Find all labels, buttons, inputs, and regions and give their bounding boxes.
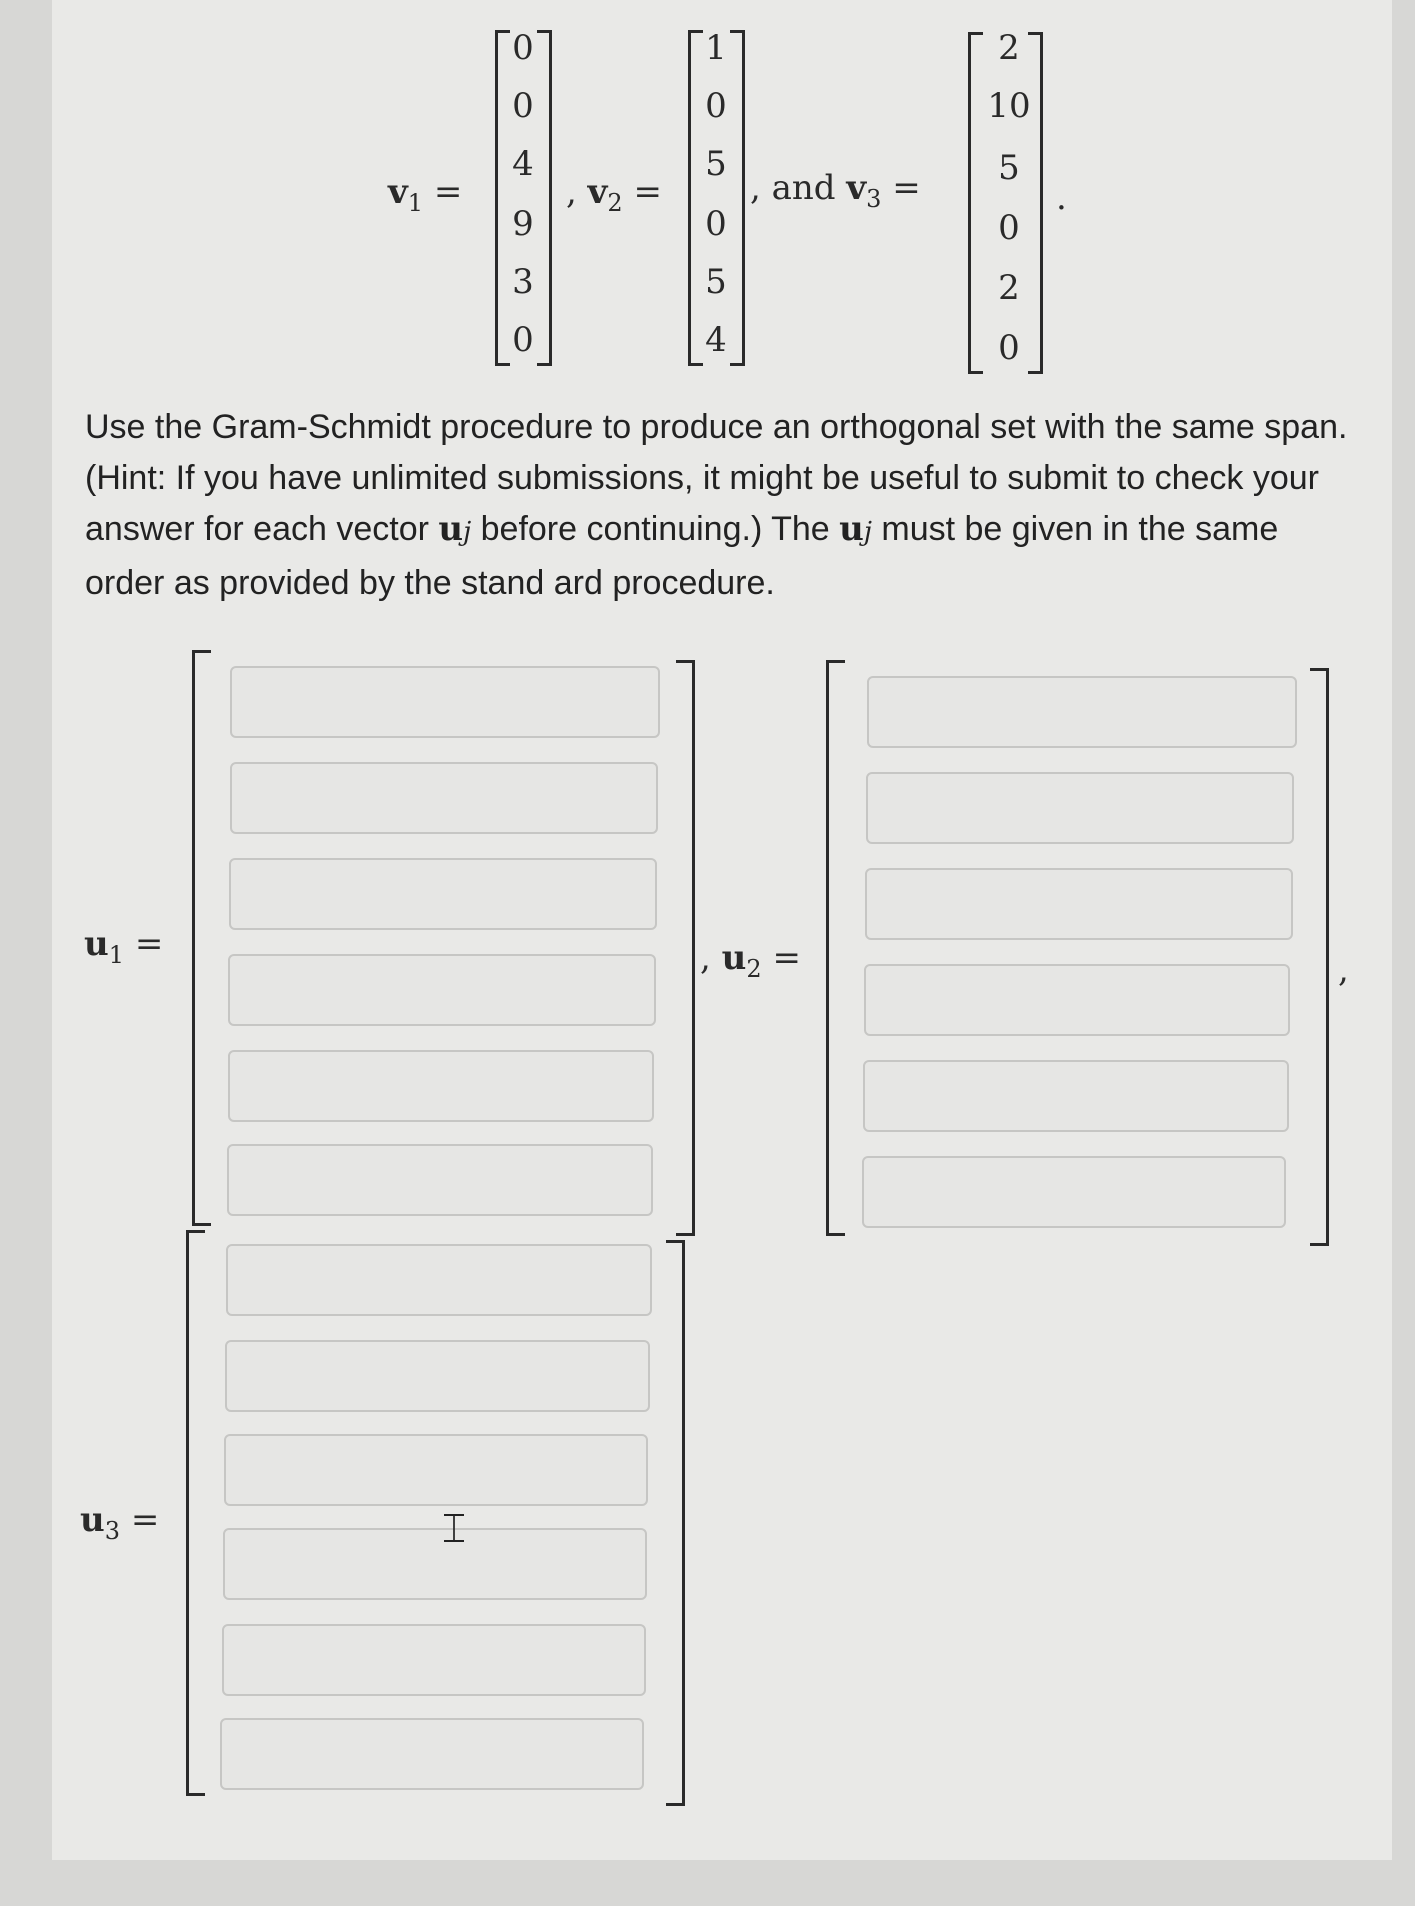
- u3-entry-1[interactable]: [226, 1244, 652, 1316]
- v3-left-bracket: [968, 32, 983, 374]
- v3-entry: 2: [998, 268, 1020, 308]
- v3-label: , and $v_3$ =: [750, 168, 921, 213]
- u1-entry-4[interactable]: [228, 954, 656, 1026]
- u2-entry-5[interactable]: [863, 1060, 1289, 1132]
- v2-right-bracket: [730, 30, 745, 366]
- v3-right-bracket: [1028, 32, 1043, 374]
- u2-entry-2[interactable]: [866, 772, 1294, 844]
- v1-left-bracket: [495, 30, 510, 366]
- u2-label: , $u_2$ =: [700, 938, 801, 983]
- instructions-part2: before continuing.) The: [471, 510, 840, 548]
- u3-right-bracket: [666, 1240, 685, 1806]
- u1-entry-2[interactable]: [230, 762, 658, 834]
- u3-left-bracket: [186, 1230, 205, 1796]
- v2-entry: 0: [705, 86, 727, 126]
- instructions-text: [85, 402, 1355, 609]
- u1-entry-5[interactable]: [228, 1050, 654, 1122]
- u3-entry-6[interactable]: [220, 1718, 644, 1790]
- instructions-part3: must be given in the same order as provided by the stand ard procedure.: [85, 510, 1279, 602]
- v2-entry: 0: [705, 204, 727, 244]
- v1-entry: 0: [512, 320, 534, 360]
- v2-entry: 5: [705, 144, 727, 184]
- u1-label: $u_1$ =: [84, 924, 164, 969]
- v1-right-bracket: [537, 30, 552, 366]
- u2-entry-3[interactable]: [865, 868, 1293, 940]
- u2-entry-6[interactable]: [862, 1156, 1286, 1228]
- u3-entry-2[interactable]: [225, 1340, 650, 1412]
- u3-label: $u_3$ =: [80, 1500, 160, 1545]
- u1-entry-1[interactable]: [230, 666, 660, 738]
- u2-trailing-comma: ,: [1338, 950, 1349, 990]
- v1-entry: 0: [512, 28, 534, 68]
- v1-entry: 0: [512, 86, 534, 126]
- u1-entry-3[interactable]: [229, 858, 657, 930]
- u3-entry-4[interactable]: [223, 1528, 647, 1600]
- text-cursor-icon: ⌶: [442, 1506, 466, 1552]
- v3-entry: 2: [998, 28, 1020, 68]
- v1-entry: 9: [512, 204, 534, 244]
- v2-entry: 1: [705, 28, 727, 68]
- period: .: [1056, 178, 1067, 218]
- v3-entry: 5: [998, 148, 1020, 188]
- u2-entry-1[interactable]: [867, 676, 1297, 748]
- u1-entry-6[interactable]: [227, 1144, 653, 1216]
- u2-right-bracket: [1310, 668, 1329, 1246]
- u-j-symbol: uj: [839, 509, 872, 549]
- u1-left-bracket: [192, 650, 211, 1226]
- v2-entry: 4: [705, 320, 727, 360]
- u-j-symbol: uj: [438, 509, 472, 549]
- u3-entry-5[interactable]: [222, 1624, 646, 1696]
- u3-entry-3[interactable]: [224, 1434, 648, 1506]
- u2-left-bracket: [826, 660, 845, 1236]
- v2-label: , $v_2$ =: [566, 172, 662, 217]
- v1-entry: 3: [512, 262, 534, 302]
- v3-entry: 0: [998, 328, 1020, 368]
- v1-label: $v_1$ =: [388, 172, 463, 217]
- v3-entry: 0: [998, 208, 1020, 248]
- instructions-part1: Use the Gram-Schmidt procedure to produce an orthogonal set with the same span. (Hint: If you have unlimited submissions, it might be useful to submit to check your answer for each vector: [85, 408, 1348, 548]
- v3-entry: 10: [987, 86, 1031, 126]
- v1-entry: 4: [512, 144, 534, 184]
- u1-right-bracket: [676, 660, 695, 1236]
- u2-entry-4[interactable]: [864, 964, 1290, 1036]
- v2-entry: 5: [705, 262, 727, 302]
- v2-left-bracket: [688, 30, 703, 366]
